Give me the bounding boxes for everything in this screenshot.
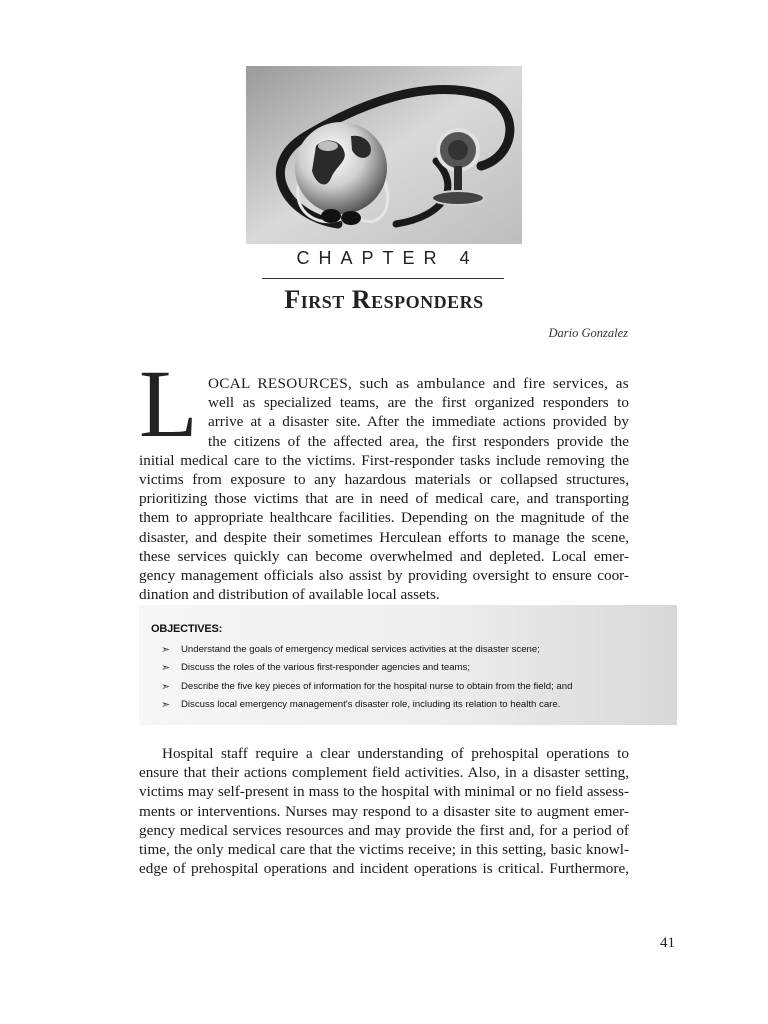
arrow-bullet-icon: ➣ (161, 699, 171, 712)
text-line: these services quickly can become overwhelmed and depleted. Local emer- (139, 547, 629, 565)
objectives-box (139, 605, 677, 725)
objectives-list (161, 640, 572, 714)
chapter-number: CHAPTER 4 (296, 248, 479, 268)
objective-text: Discuss the roles of the various first-responder agencies and teams; (181, 662, 471, 674)
text-line: them to appropriate healthcare facilities. Depending on the magnitude of the (139, 509, 629, 527)
arrow-bullet-icon: ➣ (161, 662, 171, 675)
text-line: gency management officials also assist by providing oversight to ensure coor- (139, 567, 629, 585)
text-line: the citizens of the affected area, the first responders provide the (208, 432, 629, 450)
text-line: OCAL RESOURCES, such as ambulance and fire services, as (208, 375, 629, 392)
objective-item (161, 640, 572, 659)
intro-paragraph (139, 374, 629, 604)
text-line: arrive at a disaster site. After the immediate actions provided by (208, 413, 629, 431)
text-line: time, the only medical care that the victims receive; in this setting, basic knowl- (139, 841, 629, 859)
text-line: ments or interventions. Nurses may respond to a disaster site to augment emer- (139, 802, 629, 820)
body-paragraph (139, 744, 629, 878)
chapter-divider (262, 278, 504, 279)
objective-item (161, 696, 572, 715)
chapter-photo-stethoscope-globe (246, 66, 522, 244)
objective-item (161, 677, 572, 696)
objectives-heading: OBJECTIVES: (151, 623, 223, 635)
text-line: victims may self-present in mass to the hospital with minimal or no field assess- (139, 783, 629, 801)
stethoscope-globe-image (246, 66, 522, 244)
text-line: victims from exposure to any hazardous materials or collapsed structures, (139, 471, 629, 489)
text-line: prioritizing those victims that are in need of medical care, and transporting (139, 490, 629, 508)
text-line: dination and distribution of available local assets. (139, 586, 440, 604)
chapter-author: Dario Gonzalez (548, 326, 628, 340)
text-line: disaster, and despite their sometimes Herculean efforts to manage the scene, (139, 528, 629, 546)
text-line: edge of prehospital operations and incident operations is critical. Furthermore, (139, 860, 629, 878)
arrow-bullet-icon: ➣ (161, 643, 171, 656)
text-line: Hospital staff require a clear understanding of prehospital operations to (162, 745, 629, 762)
page-number: 41 (660, 935, 675, 951)
text-line: initial medical care to the victims. First-responder tasks include removing the (139, 451, 629, 469)
objective-text: Understand the goals of emergency medical services activities at the disaster scene; (181, 643, 540, 655)
drop-cap: L (139, 350, 198, 457)
text-line: well as specialized teams, are the first organized responders to (208, 394, 629, 412)
text-line: gency medical services resources and may provide the first and, for a period of (139, 821, 629, 839)
objective-item (161, 659, 572, 678)
chapter-title: First Responders (284, 285, 484, 314)
objective-text: Describe the five key pieces of information for the hospital nurse to obtain from the field; and (181, 680, 573, 692)
objective-text: Discuss local emergency management's disaster role, including its relation to health care. (181, 699, 561, 711)
text-line: ensure that their actions complement field activities. Also, in a disaster setting, (139, 764, 629, 782)
arrow-bullet-icon: ➣ (161, 680, 171, 693)
